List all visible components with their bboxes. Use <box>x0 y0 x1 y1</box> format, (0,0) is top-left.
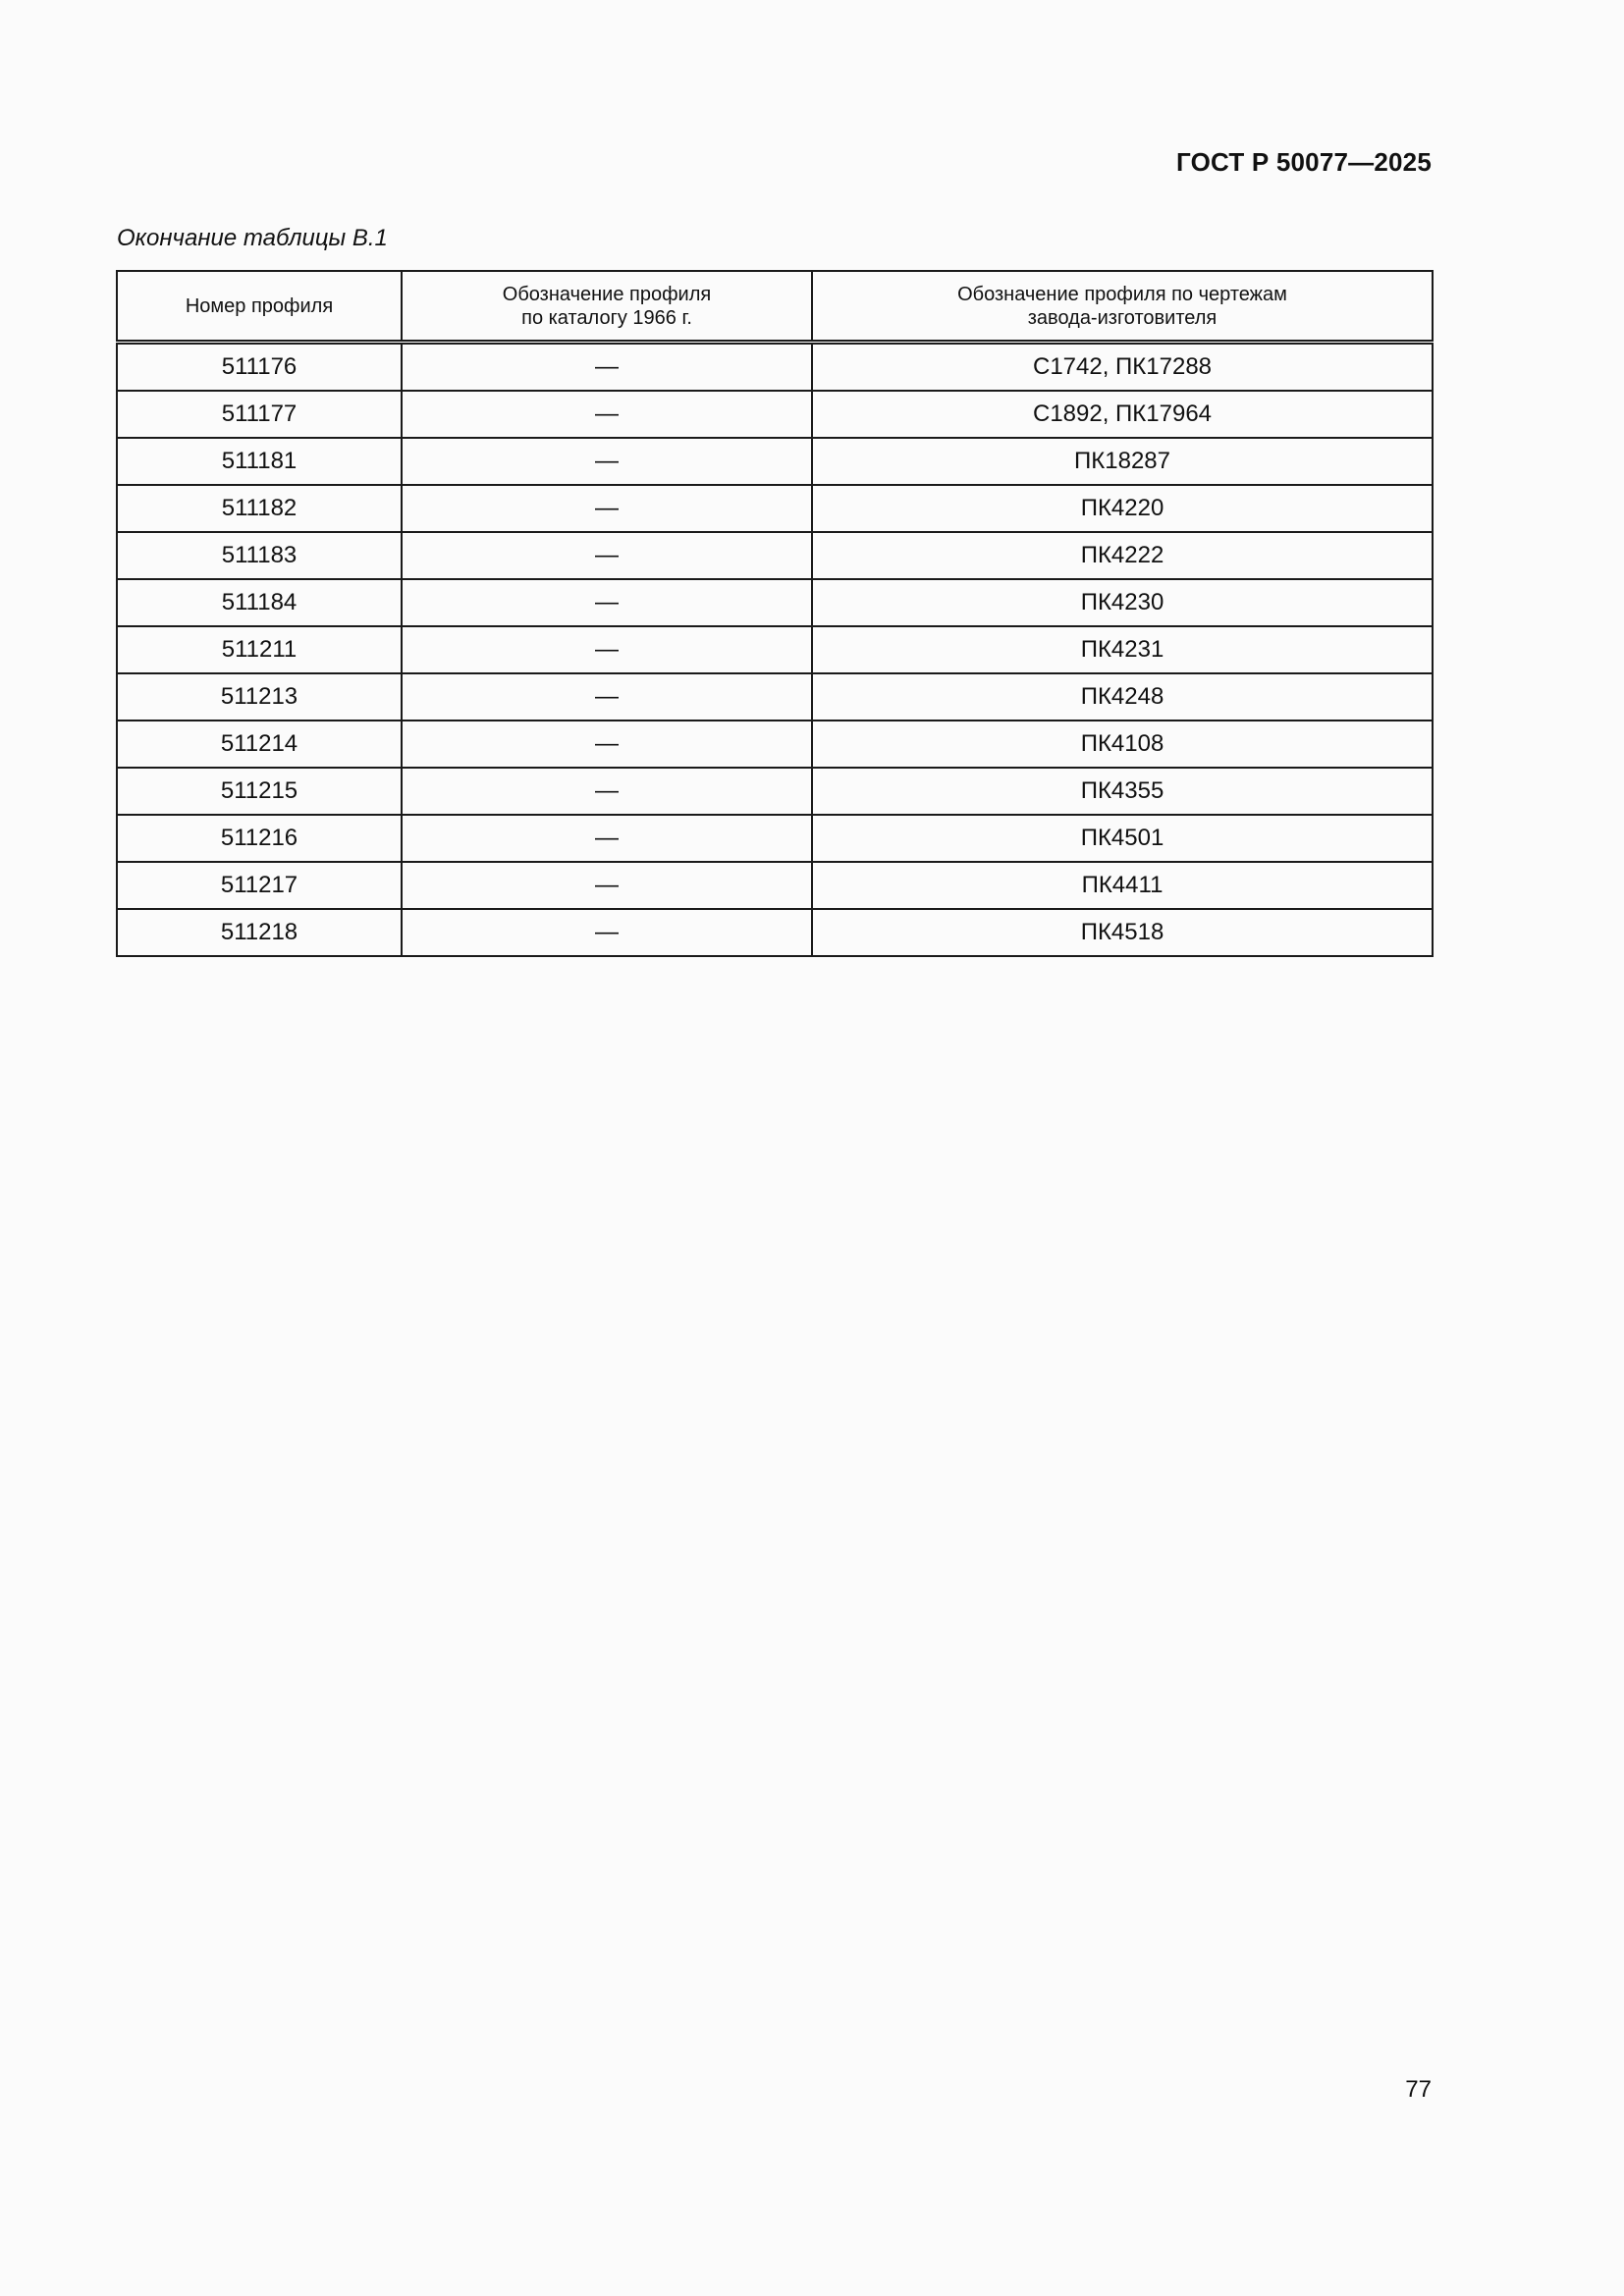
table-row <box>117 673 1433 721</box>
column-header-profile-number <box>117 271 402 343</box>
cell-profile-number: 511177 <box>117 391 402 438</box>
cell-manufacturer-designation: ПК4220 <box>812 485 1433 532</box>
cell-catalog-designation: — <box>402 391 812 438</box>
cell-manufacturer-designation: ПК4231 <box>812 626 1433 673</box>
profiles-table <box>116 270 1434 957</box>
column-header-catalog-1966 <box>402 271 812 343</box>
cell-profile-number: 511218 <box>117 909 402 956</box>
column-header-line: завода-изготовителя <box>1027 306 1218 329</box>
column-header-manufacturer-drawings <box>812 271 1433 343</box>
cell-profile-number: 511176 <box>117 343 402 392</box>
cell-manufacturer-designation: ПК4108 <box>812 721 1433 768</box>
table-row <box>117 485 1433 532</box>
table-row <box>117 815 1433 862</box>
cell-catalog-designation: — <box>402 768 812 815</box>
cell-catalog-designation: — <box>402 815 812 862</box>
cell-catalog-designation: — <box>402 343 812 392</box>
table-row <box>117 579 1433 626</box>
cell-manufacturer-designation: ПК4355 <box>812 768 1433 815</box>
cell-profile-number: 511215 <box>117 768 402 815</box>
cell-profile-number: 511181 <box>117 438 402 485</box>
column-header-line: Номер профиля <box>185 294 334 317</box>
cell-catalog-designation: — <box>402 579 812 626</box>
cell-manufacturer-designation: ПК4501 <box>812 815 1433 862</box>
cell-catalog-designation: — <box>402 626 812 673</box>
cell-profile-number: 511182 <box>117 485 402 532</box>
cell-catalog-designation: — <box>402 532 812 579</box>
cell-manufacturer-designation: ПК4222 <box>812 532 1433 579</box>
table-caption: Окончание таблицы В.1 <box>117 225 388 251</box>
cell-profile-number: 511216 <box>117 815 402 862</box>
cell-catalog-designation: — <box>402 721 812 768</box>
table-row <box>117 438 1433 485</box>
cell-catalog-designation: — <box>402 438 812 485</box>
page-number: 77 <box>1405 2076 1432 2103</box>
cell-profile-number: 511217 <box>117 862 402 909</box>
cell-profile-number: 511214 <box>117 721 402 768</box>
table-row <box>117 862 1433 909</box>
table-row <box>117 626 1433 673</box>
cell-catalog-designation: — <box>402 485 812 532</box>
cell-manufacturer-designation: ПК4248 <box>812 673 1433 721</box>
cell-catalog-designation: — <box>402 909 812 956</box>
table-header-row <box>117 271 1433 343</box>
cell-profile-number: 511211 <box>117 626 402 673</box>
table-row <box>117 532 1433 579</box>
column-header-line: по каталогу 1966 г. <box>521 306 692 329</box>
table-row <box>117 721 1433 768</box>
cell-profile-number: 511184 <box>117 579 402 626</box>
cell-manufacturer-designation: ПК4411 <box>812 862 1433 909</box>
cell-catalog-designation: — <box>402 862 812 909</box>
cell-manufacturer-designation: ПК18287 <box>812 438 1433 485</box>
cell-profile-number: 511183 <box>117 532 402 579</box>
table-row <box>117 768 1433 815</box>
column-header-line: Обозначение профиля <box>502 283 712 305</box>
cell-manufacturer-designation: С1892, ПК17964 <box>812 391 1433 438</box>
document-code: ГОСТ Р 50077—2025 <box>1176 147 1432 177</box>
table-row <box>117 909 1433 956</box>
table-row <box>117 391 1433 438</box>
cell-manufacturer-designation: С1742, ПК17288 <box>812 343 1433 392</box>
cell-catalog-designation: — <box>402 673 812 721</box>
cell-manufacturer-designation: ПК4230 <box>812 579 1433 626</box>
column-header-line: Обозначение профиля по чертежам <box>957 283 1287 305</box>
table-row <box>117 343 1433 392</box>
cell-profile-number: 511213 <box>117 673 402 721</box>
cell-manufacturer-designation: ПК4518 <box>812 909 1433 956</box>
